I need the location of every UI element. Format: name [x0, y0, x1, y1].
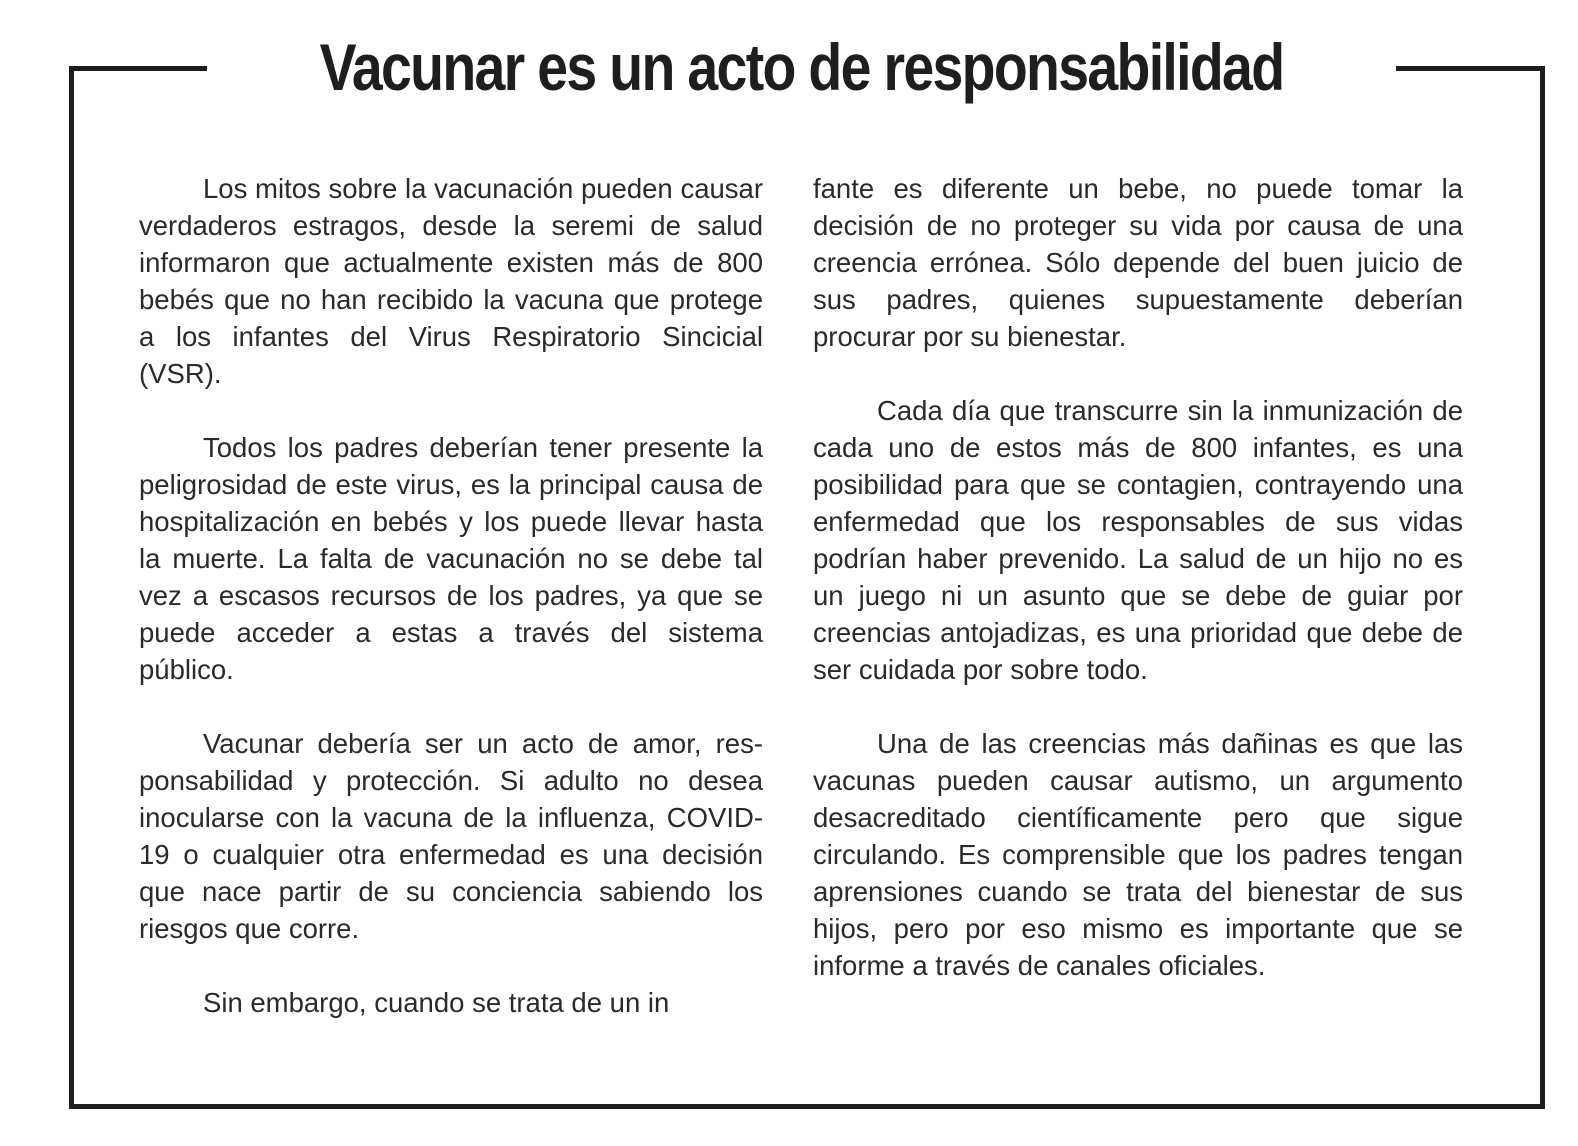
paragraph: Cada día que transcurre sin la inmunización de cada uno de estos más de 800 infantes, es una posibilidad para que se contagien, contrayendo una enfermedad que los responsables de sus vidas podrían haber prevenido. La salud de un hijo no es un juego ni un asunto que se debe de guiar por creencias antojadizas, es una prioridad que debe de ser cuidada por sobre todo.	[813, 395, 1463, 685]
article-title: Vacunar es un acto de responsabilidad	[319, 30, 1284, 104]
paragraph: Todos los padres deberían tener presente la peligrosidad de este virus, es la principal causa de hospitalización en bebés y los puede llevar hasta la muerte. La falta de vacunación no se debe tal vez a escasos recursos de los padres, ya que se puede acceder a estas a través del sistema público.	[139, 432, 763, 685]
title-rule-left	[69, 66, 207, 71]
paragraph: Sin embargo, cuando se trata de un in	[203, 987, 670, 1018]
paragraph: Una de las creencias más dañinas es que las vacunas pueden causar autismo, un argumento desacreditado científicamente pero que sigue circulando. Es comprensible que los padres tengan aprensiones cuando se trata del bienestar de sus hijos, pero por eso mismo es importante que se informe a través de canales oficiales.	[813, 728, 1463, 981]
paragraph: Vacunar debería ser un acto de amor, responsabilidad y protección. Si adulto no desea inocularse con la vacuna de la influenza, COVID-19 o cualquier otra enfermedad es una decisión que nace partir de su conciencia sabiendo los riesgos que corre.	[139, 728, 763, 944]
paragraph: fante es diferente un bebe, no puede tomar la decisión de no proteger su vida por causa de una creencia errónea. Sólo depende del buen juicio de sus padres, quienes supuestamente deberían procurar por su bienestar.	[813, 173, 1463, 352]
right-column	[813, 170, 1463, 1021]
left-column	[139, 170, 763, 1058]
paragraph: Los mitos sobre la vacunación pueden causar verdaderos estragos, desde la seremi de salud informaron que actualmente existen más de 800 bebés que no han recibido la vacuna que protege a los infantes del Virus Respiratorio Sincicial (VSR).	[139, 173, 763, 389]
title-rule-right	[1396, 66, 1545, 71]
